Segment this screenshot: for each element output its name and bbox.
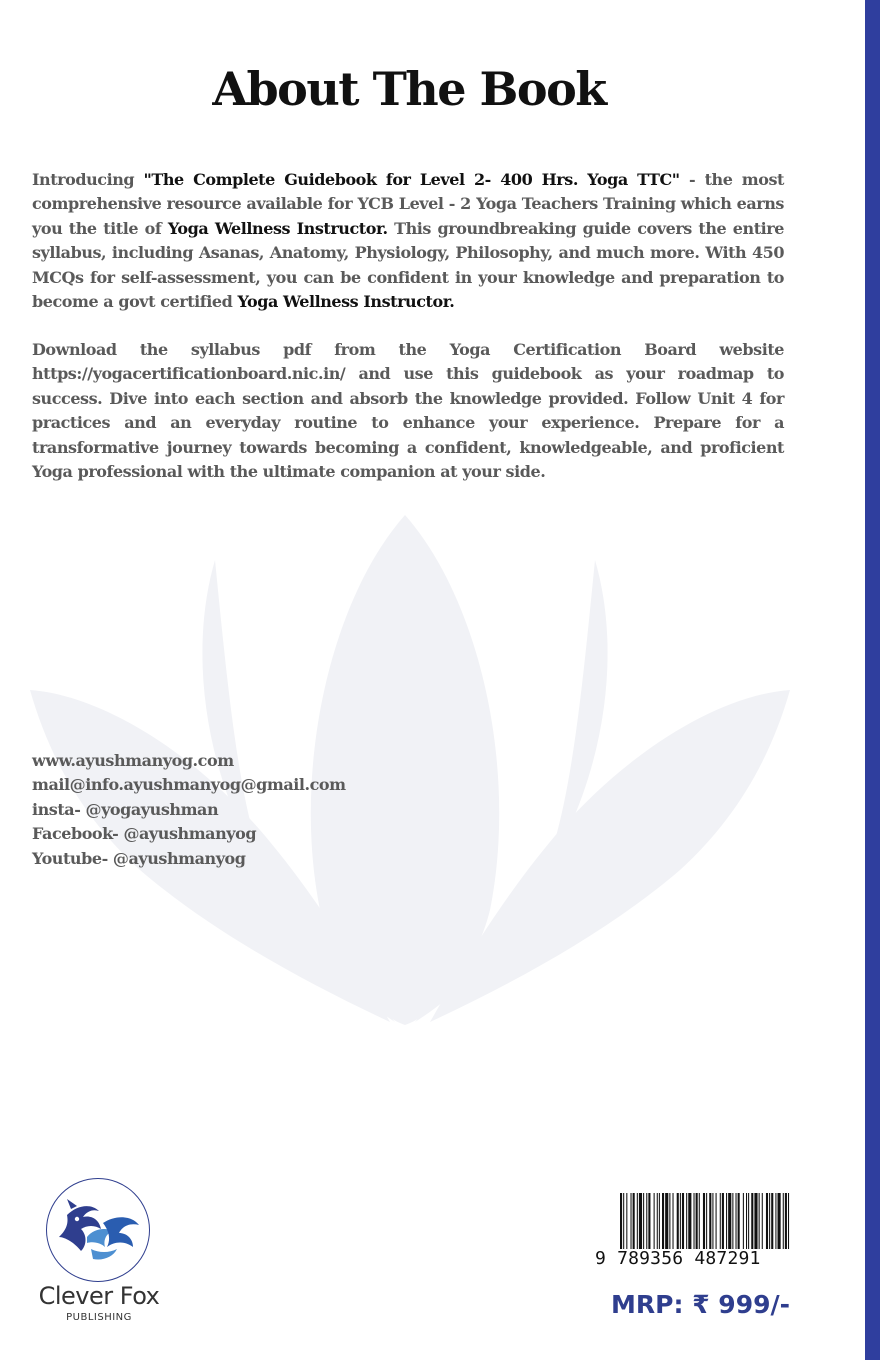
barcode-bar — [686, 1193, 687, 1249]
barcode-bar — [754, 1193, 757, 1249]
barcode-bar — [659, 1193, 660, 1249]
barcode-bar — [785, 1193, 787, 1249]
barcode-bar — [631, 1193, 632, 1249]
role-title-1: Yoga Wellness Instructor. — [167, 218, 388, 238]
barcode-bar — [736, 1193, 737, 1249]
facebook-handle: Facebook- @ayushmanyog — [32, 824, 257, 844]
barcode-bar — [712, 1193, 713, 1249]
barcode-bar — [669, 1193, 670, 1249]
barcode-bar — [709, 1193, 711, 1249]
instagram-handle: insta- @yogayushman — [32, 799, 219, 819]
barcode-bar — [788, 1193, 789, 1249]
barcode-bar — [703, 1193, 705, 1249]
intro-text-a: - the most comprehensive resource available for YCB Level - 2 Yoga Teachers Training which earns you the title of — [32, 170, 784, 238]
barcode-bar — [766, 1193, 768, 1249]
barcode-bar — [643, 1193, 644, 1249]
barcode-icon — [620, 1193, 790, 1249]
price-label: MRP: ₹ 999/- — [611, 1290, 790, 1319]
isbn-barcode — [595, 1190, 795, 1272]
barcode-bar — [722, 1193, 724, 1249]
website-link[interactable]: www.ayushmanyog.com — [32, 751, 234, 770]
publisher-subtitle: PUBLISHING — [66, 1312, 132, 1323]
barcode-bar — [778, 1193, 781, 1249]
barcode-bar — [769, 1193, 770, 1249]
barcode-bar — [680, 1193, 681, 1249]
publisher-logo — [30, 1178, 170, 1328]
barcode-bar — [706, 1193, 707, 1249]
barcode-bar — [762, 1193, 763, 1249]
barcode-bar — [648, 1193, 650, 1249]
barcode-bar — [783, 1193, 784, 1249]
barcode-bar — [677, 1193, 679, 1249]
contact-list — [32, 749, 346, 871]
barcode-bar — [743, 1193, 744, 1249]
barcode-bar — [620, 1193, 622, 1249]
intro-text-b: This groundbreaking guide covers the entire syllabus, including Asanas, Anatomy, Physiology, Philosophy, and much more. With 450 MCQs for self-assessment, you can be confident in your knowledge and preparation to become a govt certified — [32, 218, 784, 312]
barcode-bar — [748, 1193, 749, 1249]
barcode-bar — [699, 1193, 700, 1249]
barcode-bar — [694, 1193, 695, 1249]
isbn-number: 9 789356 487291 — [595, 1248, 761, 1269]
intro-paragraph — [32, 168, 784, 314]
barcode-bar — [738, 1193, 740, 1249]
barcode-bar — [696, 1193, 698, 1249]
barcode-bar — [732, 1193, 733, 1249]
barcode-bar — [682, 1193, 684, 1249]
barcode-bar — [688, 1193, 691, 1249]
barcode-bar — [637, 1193, 638, 1249]
barcode-bar — [716, 1193, 717, 1249]
barcode-bar — [673, 1193, 674, 1249]
barcode-bar — [775, 1193, 776, 1249]
intro-lead: Introducing — [32, 170, 144, 189]
barcode-bar — [639, 1193, 642, 1249]
barcode-bar — [646, 1193, 647, 1249]
barcode-bar — [728, 1193, 731, 1249]
barcode-bar — [662, 1193, 664, 1249]
publisher-name: Clever Fox — [38, 1282, 160, 1310]
barcode-bar — [759, 1193, 760, 1249]
barcode-bar — [720, 1193, 721, 1249]
barcode-bar — [623, 1193, 624, 1249]
youtube-handle: Youtube- @ayushmanyog — [32, 848, 246, 868]
barcode-bar — [746, 1193, 747, 1249]
barcode-bar — [654, 1193, 655, 1249]
barcode-bar — [633, 1193, 635, 1249]
publisher-logo-badge — [46, 1178, 150, 1282]
barcode-bar — [771, 1193, 773, 1249]
email-link[interactable]: mail@info.ayushmanyog@gmail.com — [32, 775, 346, 795]
page-title: About The Book — [212, 62, 606, 116]
cover-edge-strip — [865, 0, 880, 1360]
barcode-bar — [665, 1193, 668, 1249]
book-title: "The Complete Guidebook for Level 2- 400 Hrs. Yoga TTC" — [143, 170, 680, 189]
barcode-bar — [726, 1193, 727, 1249]
fox-icon — [47, 1179, 150, 1282]
syllabus-paragraph: Download the syllabus pdf from the Yoga Certification Board website https://yogacertificationboard.nic.in/ and use this guidebook as your roadmap to success. Dive into each section and absorb the knowledge provided. Follow Unit 4 for practices and an everyday routine to enhance your experience. Prepare for a transformative journey towards becoming a confident, knowledgeable, and proficient Yoga professional with the ultimate companion at your side. — [32, 340, 784, 482]
barcode-bar — [657, 1193, 658, 1249]
barcode-bar — [751, 1193, 753, 1249]
role-title-2: Yoga Wellness Instructor. — [237, 292, 455, 312]
barcode-bar — [626, 1193, 627, 1249]
